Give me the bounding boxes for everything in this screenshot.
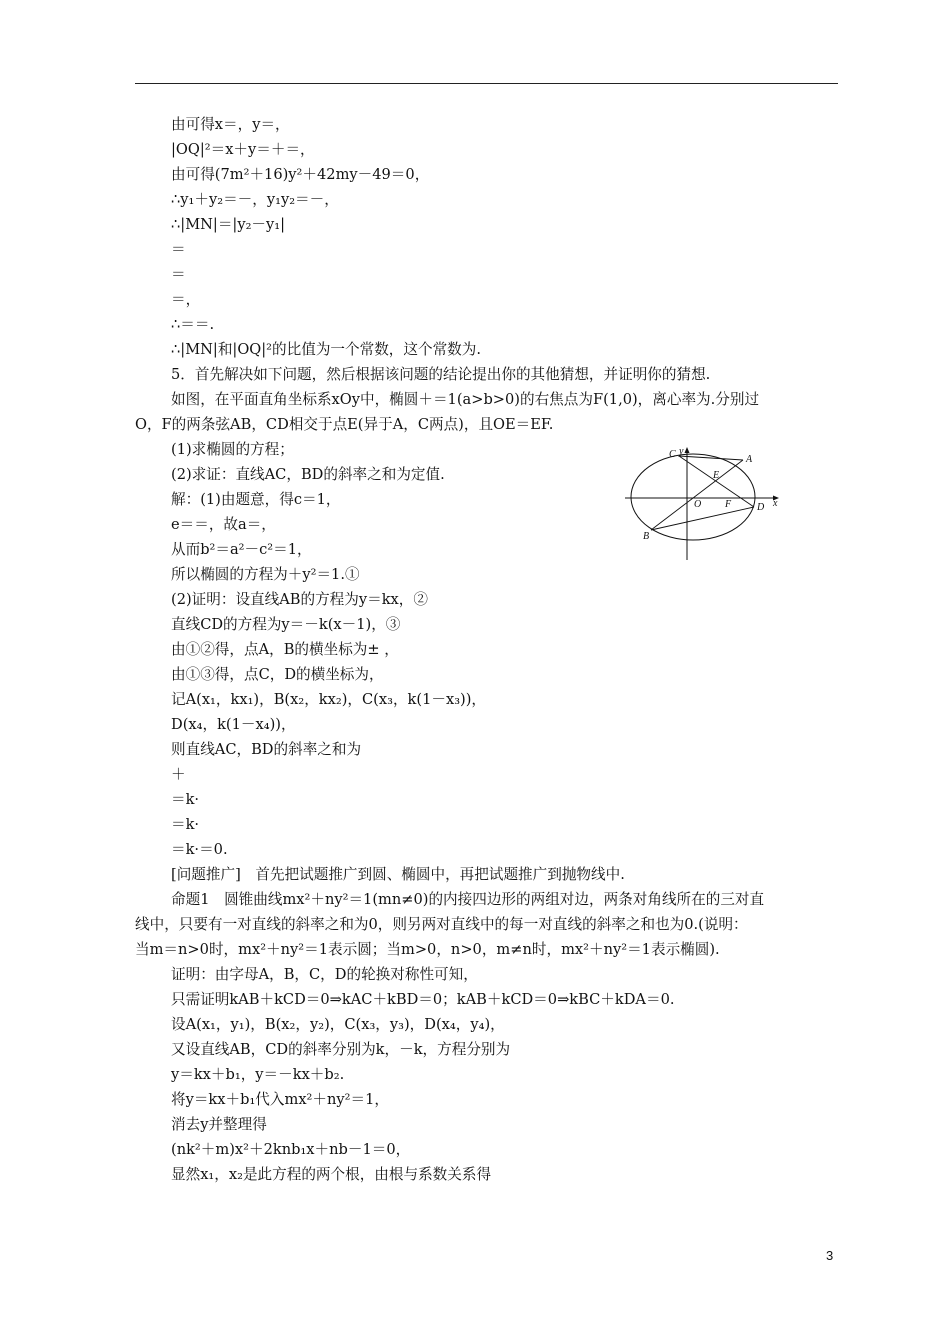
proof-line: 又设直线AB，CD的斜率分别为k，－k，方程分别为 [171,1041,511,1058]
proof-line: 只需证明kAB＋kCD＝0⇒kAC＋kBD＝0；kAB＋kCD＝0⇒kBC＋kDA＝0. [171,991,675,1008]
text-line: ＝ [171,241,186,258]
proof-line: 证明：由字母A，B，C，D的轮换对称性可知， [171,966,478,983]
proposition-1-cont: 当m＝n>0时，mx²＋ny²＝1表示圆；当m>0，n>0，m≠n时，mx²＋ny²＝1表示椭圆). [135,941,720,958]
proposition-1-cont: 线中，只要有一对直线的斜率之和为0，则另两对直线中的每一对直线的斜率之和也为0.(说明： [135,916,748,933]
proof-line: 直线CD的方程为y＝－k(x－1)，③ [171,616,401,633]
proof-line: D(x₄，k(1－x₄))， [171,716,296,733]
label-o: O [694,499,702,510]
text-line: ∴|MN|和|OQ|²的比值为一个常数，这个常数为. [171,341,481,358]
problem-5-statement: 5．首先解决如下问题，然后根据该问题的结论提出你的其他猜想，并证明你的猜想. [171,366,711,383]
text-line: 由可得x＝，y＝， [171,116,290,133]
y-axis-arrow [685,447,690,453]
proof-line: 消去y并整理得 [171,1116,267,1133]
label-f: F [725,499,732,510]
proof-line: (2)证明：设直线AB的方程为y＝kx，② [171,591,428,608]
ellipse [631,454,755,540]
proof-line: 则直线AC，BD的斜率之和为 [171,741,362,758]
document-body [135,112,851,1187]
solution-line: 所以椭圆的方程为＋y²＝1.① [171,566,360,583]
proof-line: ＝k·＝0. [171,841,228,858]
ellipse-diagram [621,444,787,562]
page-number: 3 [826,1248,834,1263]
label-x: x [773,498,778,509]
question-1: (1)求椭圆的方程； [171,441,294,458]
label-y: y [679,446,684,457]
label-c: C [669,449,676,460]
proof-line: 记A(x₁，kx₁)，B(x₂，kx₂)，C(x₃，k(1－x₃))， [171,691,487,708]
solution-line: e＝＝，故a＝， [171,516,276,533]
proof-line: 由①②得，点A，B的横坐标为± ， [171,641,399,658]
label-b: B [643,531,650,542]
problem-5-setup-cont: O，F的两条弦AB，CD相交于点E(异于A，C两点)，且OE＝EF. [135,416,554,433]
proof-line: 将y＝kx＋b₁代入mx²＋ny²＝1， [171,1091,389,1108]
proof-line: ＝k· [171,816,200,833]
problem-5-setup: 如图，在平面直角坐标系xOy中，椭圆＋＝1(a>b>0)的右焦点为F(1,0)，离心率为.分别过 [171,391,760,408]
question-2: (2)求证：直线AC，BD的斜率之和为定值. [171,466,445,483]
proof-line: (nk²＋m)x²＋2knb₁x＋nb－1＝0， [171,1141,411,1158]
proof-line: 设A(x₁，y₁)，B(x₂，y₂)，C(x₃，y₃)，D(x₄，y₄)， [171,1016,505,1033]
solution-line: 从而b²＝a²－c²＝1， [171,541,312,558]
proof-line: 由①③得，点C，D的横坐标为， [171,666,384,683]
text-line: ＝ [171,266,186,283]
proof-line: ＋ [171,766,186,783]
solution-line: 解：(1)由题意，得c＝1， [171,491,341,508]
proof-line: ＝k· [171,791,200,808]
label-e: E [713,470,720,481]
text-line: |OQ|²＝x＋y＝＋＝， [171,141,315,158]
label-d: D [757,502,765,513]
chord-cd [679,456,754,507]
text-line: ∴y₁＋y₂＝－，y₁y₂＝－， [171,191,339,208]
proof-line: 显然x₁，x₂是此方程的两个根，由根与系数关系得 [171,1166,492,1183]
header-rule [135,83,838,84]
proof-line: y＝kx＋b₁，y＝－kx＋b₂. [171,1066,345,1083]
label-a: A [746,454,753,465]
proposition-1: 命题1 圆锥曲线mx²＋ny²＝1(mn≠0)的内接四边形的两组对边，两条对角线所在的三对直 [171,891,765,908]
text-line: ∴|MN|＝|y₂－y₁| [171,216,286,233]
text-line: ＝， [171,291,201,308]
generalization-heading: [问题推广] 首先把试题推广到圆、椭圆中，再把试题推广到抛物线中. [171,866,625,883]
text-line: ∴＝＝. [171,316,215,333]
text-line: 由可得(7m²＋16)y²＋42my－49＝0， [171,166,430,183]
line-ac [679,456,743,460]
